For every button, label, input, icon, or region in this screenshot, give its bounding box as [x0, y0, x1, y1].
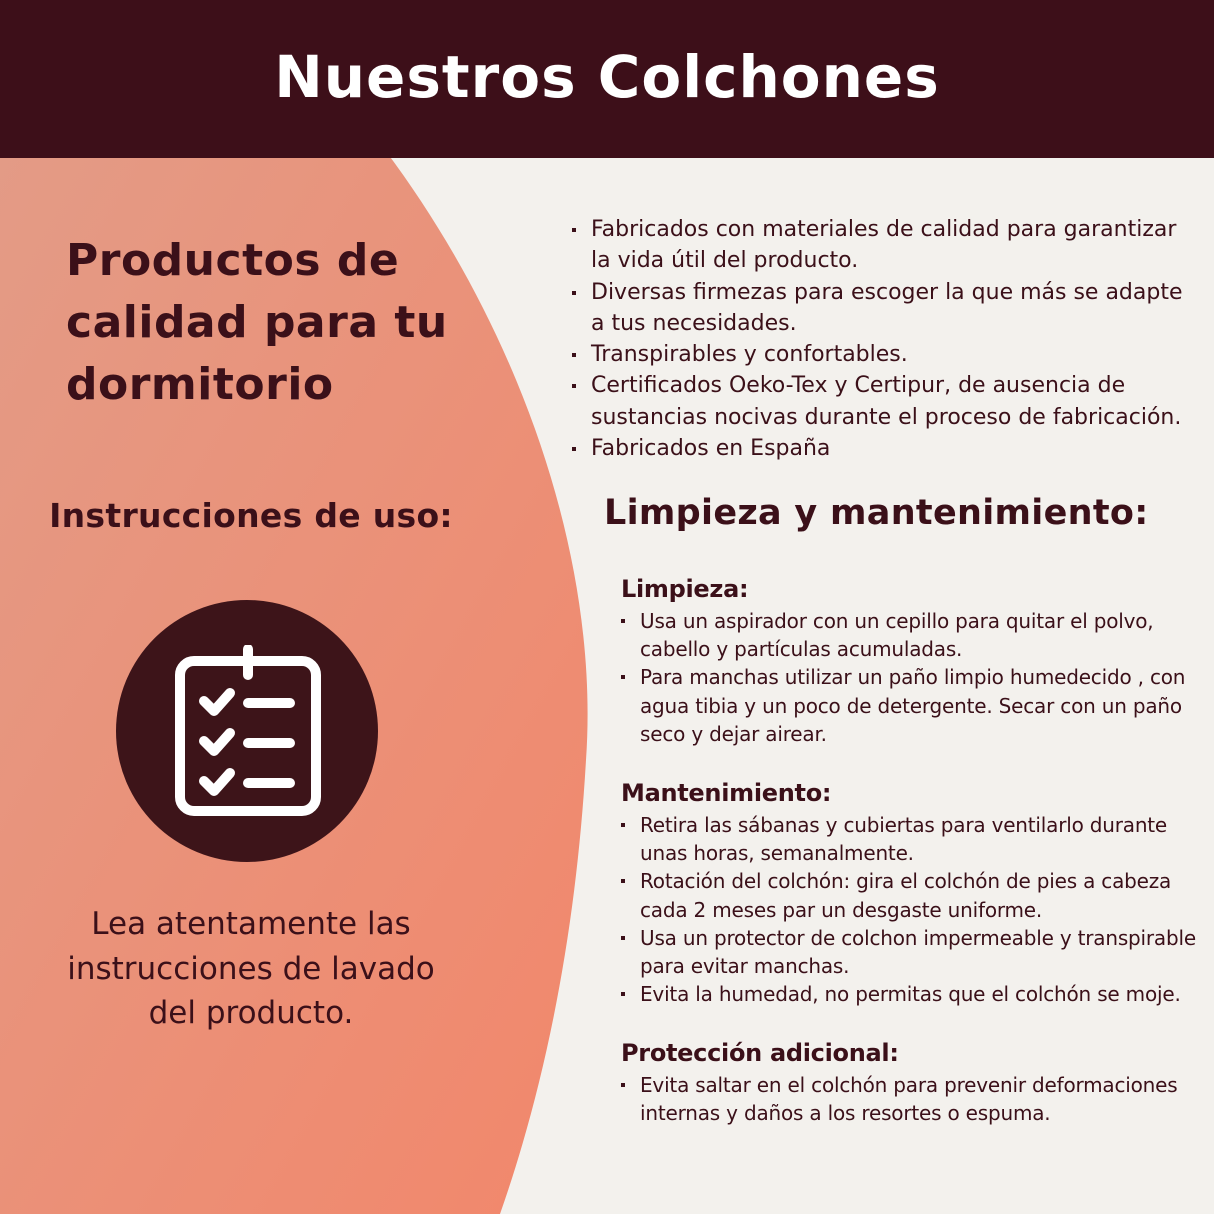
- list-item: Diversas firmezas para escoger la que más se adapte a tus necesidades.: [572, 277, 1198, 340]
- list-item: Evita la humedad, no permitas que el colchón se moje.: [621, 980, 1201, 1008]
- list-item: Retira las sábanas y cubiertas para ventilarlo durante unas horas, semanalmente.: [621, 811, 1201, 867]
- cleaning-list: [621, 607, 1201, 748]
- protection-title: Protección adicional:: [621, 1039, 899, 1067]
- maintenance-list: [621, 811, 1201, 1008]
- protection-list: [621, 1071, 1201, 1127]
- clipboard-checklist-icon: [172, 645, 322, 817]
- list-item: Para manchas utilizar un paño limpio humedecido , con agua tibia y un poco de detergente. Secar con un paño seco y dejar airear.: [621, 663, 1201, 748]
- page-title: Nuestros Colchones: [274, 43, 940, 111]
- quality-headline: Productos de calidad para tu dormitorio: [66, 235, 448, 410]
- clipboard-badge: [116, 600, 378, 862]
- maintenance-subtitle: Mantenimiento:: [621, 779, 832, 807]
- list-item: Evita saltar en el colchón para prevenir deformaciones internas y daños a los resortes o espuma.: [621, 1071, 1201, 1127]
- list-item: Fabricados en España: [572, 433, 1198, 464]
- instructions-title: Instrucciones de uso:: [49, 496, 453, 535]
- page-header: [0, 0, 1214, 158]
- list-item: Rotación del colchón: gira el colchón de pies a cabeza cada 2 meses par un desgaste uniforme.: [621, 867, 1201, 923]
- list-item: Fabricados con materiales de calidad para garantizar la vida útil del producto.: [572, 214, 1198, 277]
- list-item: Transpirables y confortables.: [572, 339, 1198, 370]
- list-item: Usa un aspirador con un cepillo para quitar el polvo, cabello y partículas acumuladas.: [621, 607, 1201, 663]
- instructions-note: Lea atentamente las instrucciones de lavado del producto.: [67, 906, 435, 1031]
- features-list: [572, 214, 1198, 464]
- maintenance-title: Limpieza y mantenimiento:: [604, 493, 1149, 533]
- list-item: Certificados Oeko-Tex y Certipur, de ausencia de sustancias nocivas durante el proceso de fabricación.: [572, 370, 1198, 433]
- cleaning-title: Limpieza:: [621, 575, 749, 603]
- list-item: Usa un protector de colchon impermeable y transpirable para evitar manchas.: [621, 924, 1201, 980]
